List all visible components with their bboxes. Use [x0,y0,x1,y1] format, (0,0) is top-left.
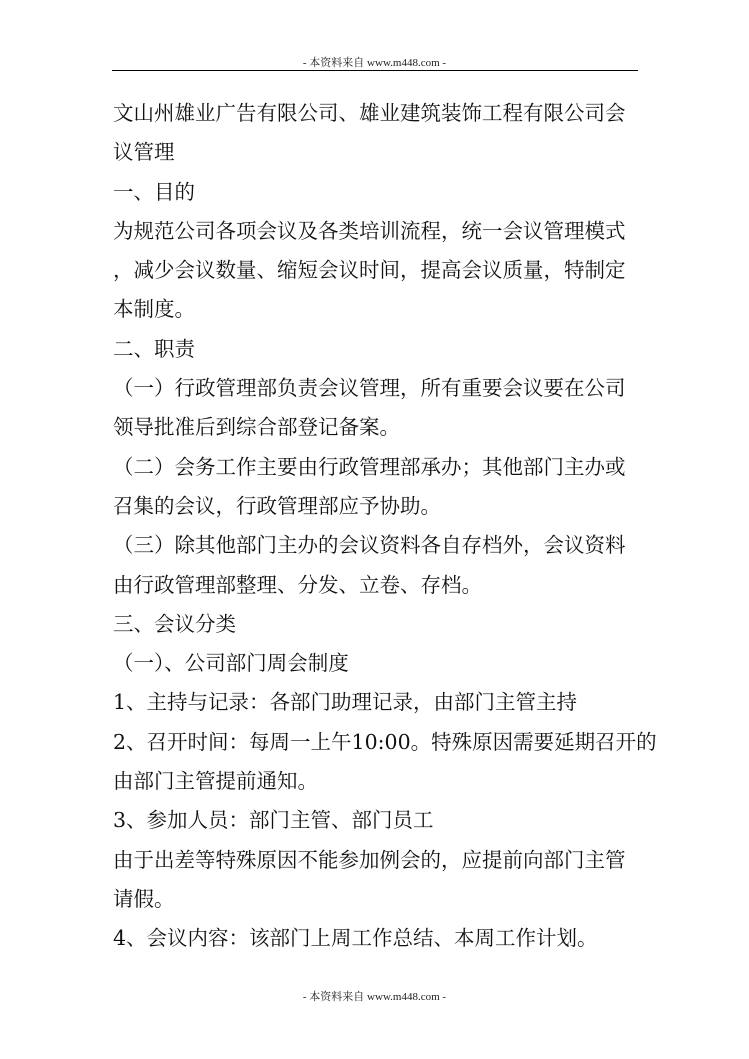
paragraph-line: 本制度。 [113,297,195,322]
title-line-2: 议管理 [113,140,175,165]
paragraph-line: 为规范公司各项会议及各类培训流程，统一会议管理模式 [113,218,626,243]
document-body [113,94,657,959]
paragraph-line: （一）行政管理部负责会议管理，所有重要会议要在公司 [113,376,626,401]
paragraph-line: 请假。 [113,886,175,911]
header-divider [112,70,638,71]
paragraph-line: 由于出差等特殊原因不能参加例会的，应提前向部门主管 [113,847,626,872]
page-footer-source: - 本资料来自 www.m448.com - [302,991,447,1003]
subsection-heading-weekly-meeting: （一）、公司部门周会制度 [113,651,349,676]
paragraph-line: （三）除其他部门主办的会议资料各自存档外，会议资料 [113,533,626,558]
paragraph-line: 召集的会议，行政管理部应予协助。 [113,493,441,518]
section-heading-meeting-types: 三、会议分类 [113,611,236,636]
section-heading-purpose: 一、目的 [113,179,195,204]
list-item: 1、主持与记录：各部门助理记录，由部门主管主持 [113,690,578,715]
paragraph-line: 由部门主管提前通知。 [113,769,318,794]
paragraph-line: 由行政管理部整理、分发、立卷、存档。 [113,572,482,597]
page-header-source: - 本资料来自 www.m448.com - [302,57,447,69]
paragraph-line: 领导批准后到综合部登记备案。 [113,415,400,440]
list-item: 2、召开时间：每周一上午10:00。特殊原因需要延期召开的 [113,729,657,754]
list-item: 4、会议内容：该部门上周工作总结、本周工作计划。 [113,926,598,951]
paragraph-line: （二）会务工作主要由行政管理部承办；其他部门主办或 [113,454,626,479]
paragraph-line: ，减少会议数量、缩短会议时间，提高会议质量，特制定 [113,258,626,283]
list-item: 3、参加人员：部门主管、部门员工 [113,808,434,833]
section-heading-duties: 二、职责 [113,336,195,361]
title-line-1: 文山州雄业广告有限公司、雄业建筑装饰工程有限公司会 [113,101,626,125]
